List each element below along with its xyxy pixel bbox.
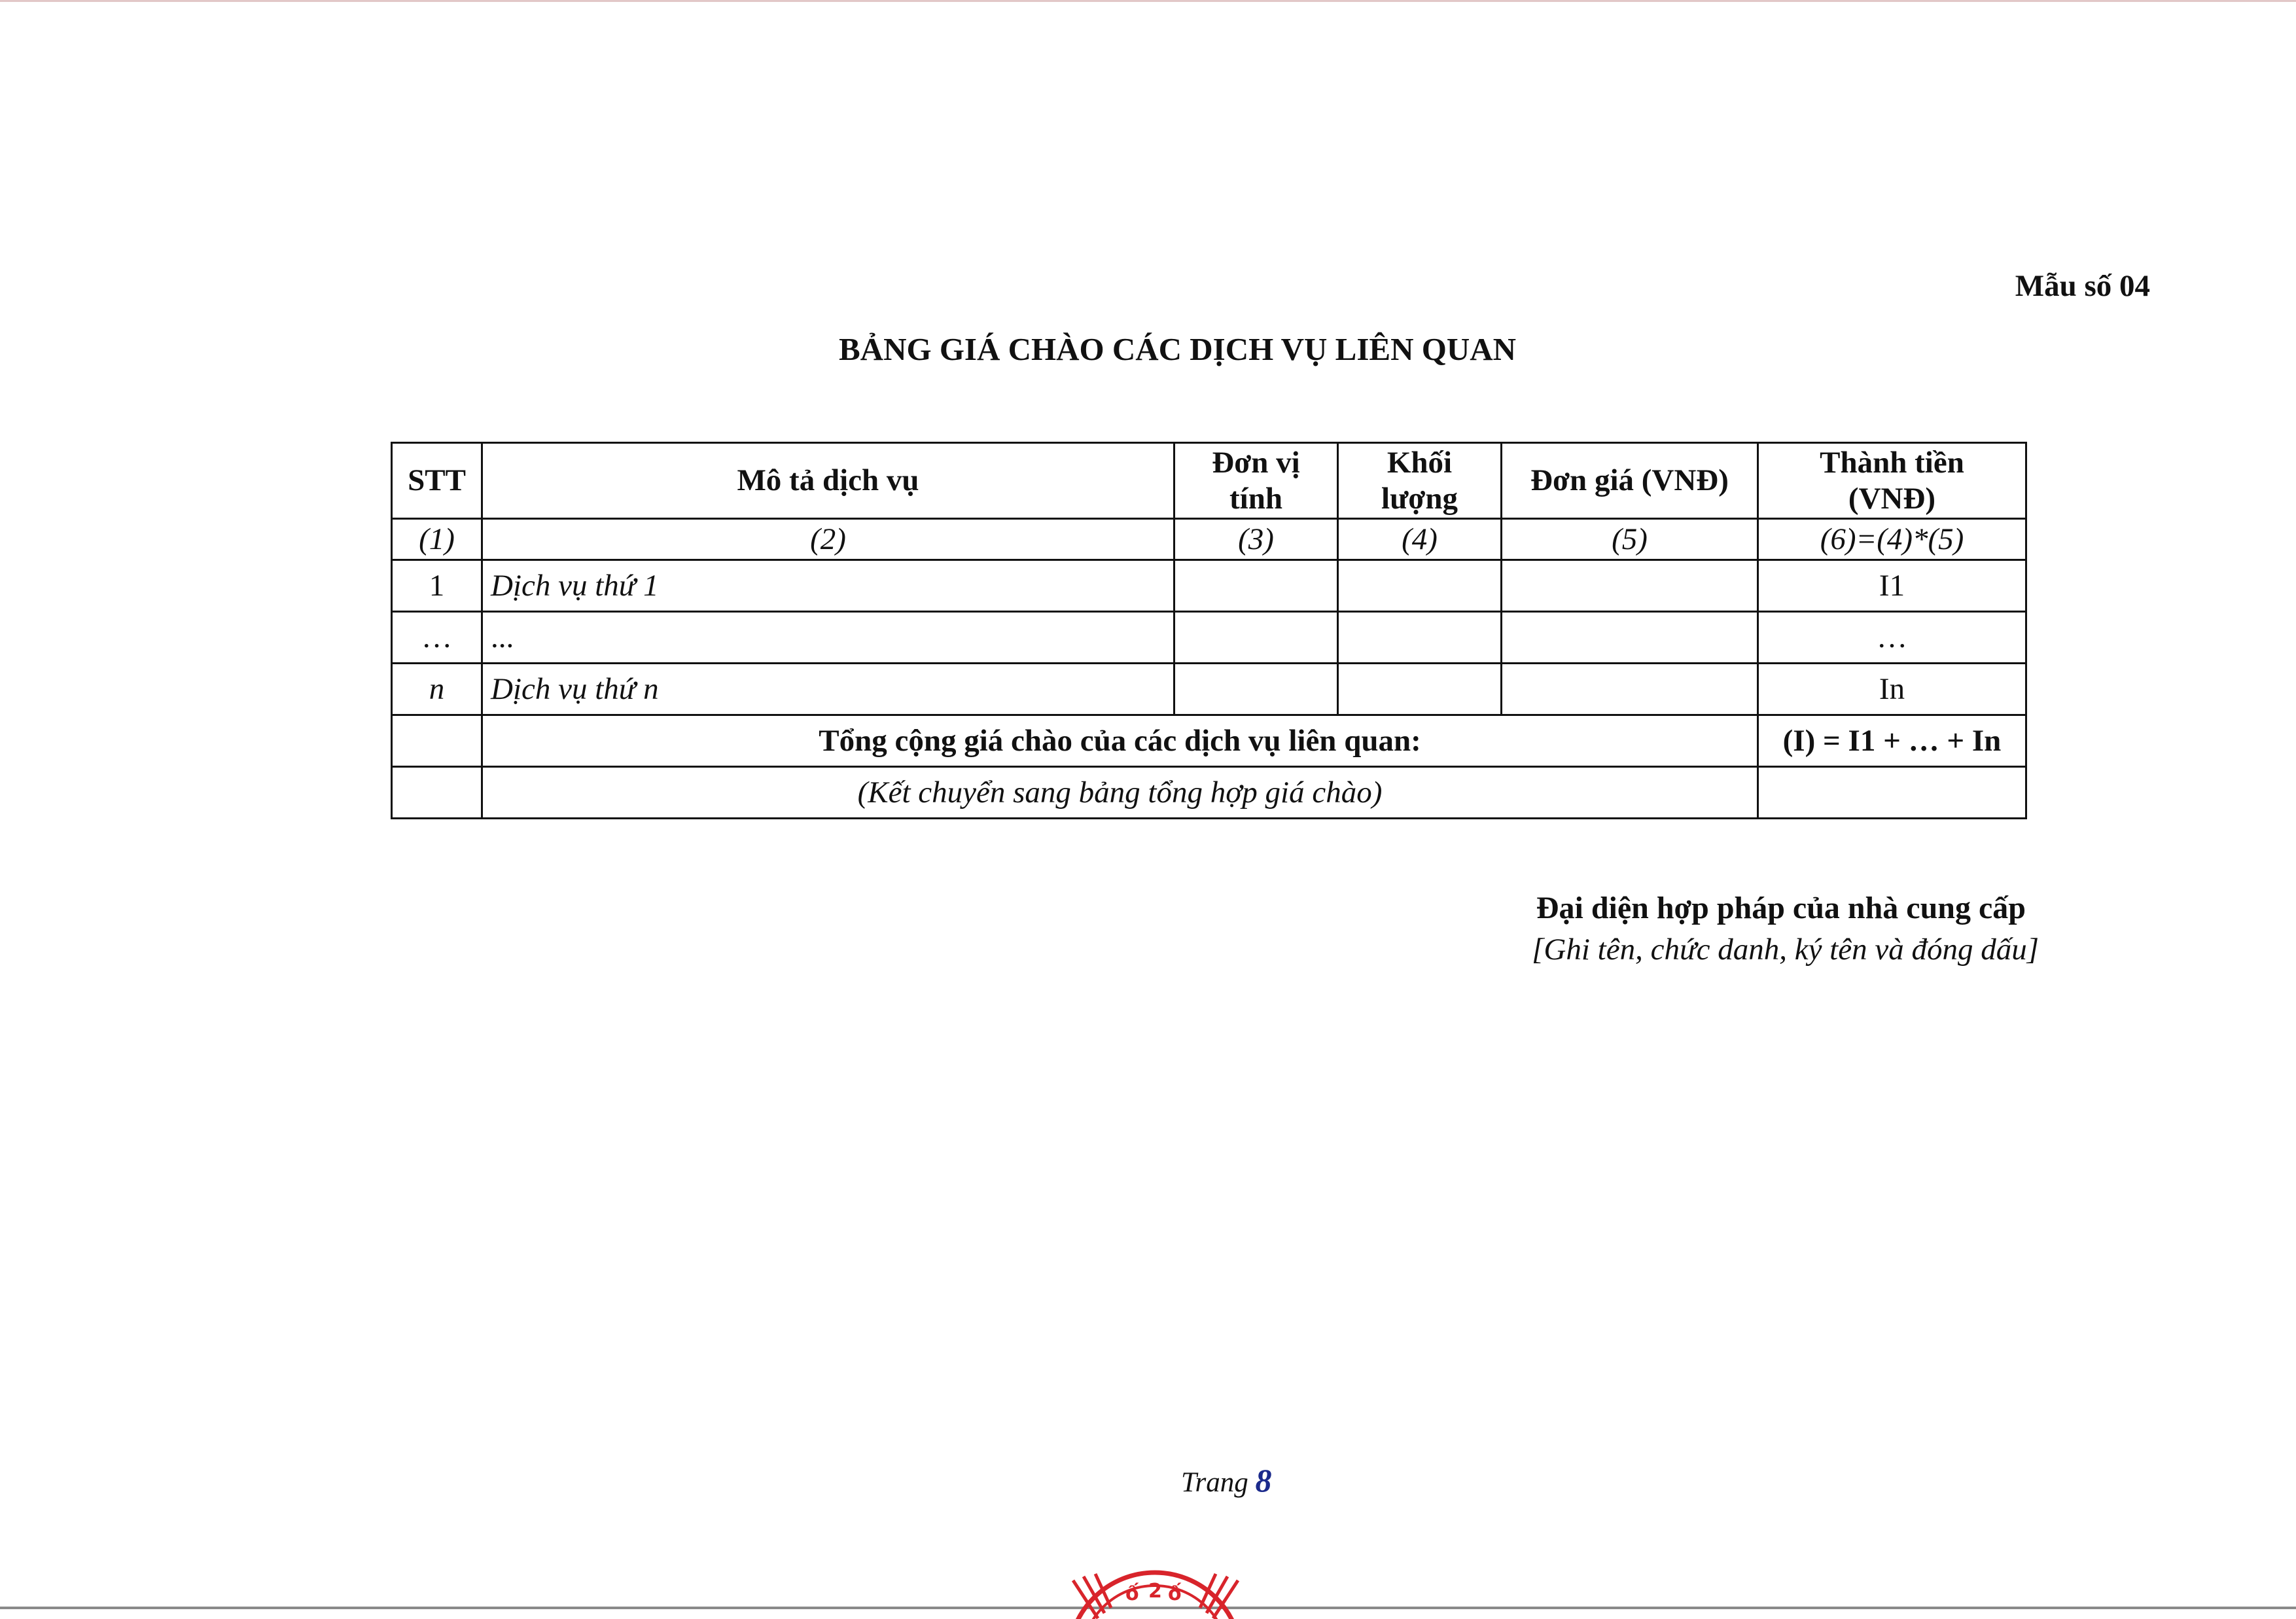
index-cell: (2) (482, 519, 1174, 560)
row-unit (1174, 612, 1338, 664)
total-stt (392, 715, 482, 767)
page-label: Trang (1181, 1467, 1248, 1498)
header-stt: STT (392, 443, 482, 519)
table-header-row (392, 443, 2026, 519)
carry-over-row (392, 767, 2026, 819)
row-description: Dịch vụ thứ 1 (482, 560, 1174, 612)
svg-text:ố: ố (1125, 1582, 1139, 1605)
top-edge-line (0, 0, 2296, 2)
header-amount-line2: (VNĐ) (1848, 481, 1936, 516)
signature-title: Đại diện hợp pháp của nhà cung cấp (1536, 891, 2026, 925)
row-unit-price (1502, 612, 1758, 664)
row-quantity (1338, 560, 1502, 612)
index-cell: (3) (1174, 519, 1338, 560)
page-number: 8 (1255, 1462, 1272, 1499)
header-quantity (1338, 443, 1502, 519)
signature-note: [Ghi tên, chức danh, ký tên và đóng dấu] (1532, 933, 2039, 967)
index-cell: (5) (1502, 519, 1758, 560)
header-quantity-line2: lượng (1381, 481, 1458, 516)
column-index-row (392, 519, 2026, 560)
row-amount: … (1758, 612, 2026, 664)
row-unit-price (1502, 664, 1758, 715)
index-cell: (1) (392, 519, 482, 560)
price-table (391, 442, 2027, 819)
header-description: Mô tả dịch vụ (482, 443, 1174, 519)
row-unit (1174, 664, 1338, 715)
svg-text:ố: ố (1168, 1582, 1182, 1605)
header-unit-price: Đơn giá (VNĐ) (1502, 443, 1758, 519)
header-amount-line1: Thành tiền (1820, 446, 1964, 480)
table-row (392, 612, 2026, 664)
seal-graphic (1027, 1567, 1282, 1619)
row-description: Dịch vụ thứ n (482, 664, 1174, 715)
row-unit-price (1502, 560, 1758, 612)
index-cell: (6)=(4)*(5) (1758, 519, 2026, 560)
total-formula: (I) = I1 + … + In (1758, 715, 2026, 767)
page-footer (1181, 1461, 1272, 1499)
row-amount: I1 (1758, 560, 2026, 612)
form-number: Mẫu số 04 (2015, 269, 2150, 303)
header-unit (1174, 443, 1338, 519)
row-unit (1174, 560, 1338, 612)
header-unit-line1: Đơn vị (1212, 446, 1300, 480)
total-label: Tổng cộng giá chào của các dịch vụ liên quan: (482, 715, 1758, 767)
header-amount (1758, 443, 2026, 519)
header-quantity-line1: Khối (1386, 446, 1453, 480)
row-description: ... (482, 612, 1174, 664)
svg-text:2: 2 (1148, 1580, 1162, 1603)
row-stt: … (392, 612, 482, 664)
header-unit-line2: tính (1229, 481, 1282, 516)
red-seal-stamp (1027, 1567, 1282, 1619)
row-stt: 1 (392, 560, 482, 612)
table-row (392, 664, 2026, 715)
row-stt: n (392, 664, 482, 715)
carry-note: (Kết chuyển sang bảng tổng hợp giá chào) (482, 767, 1758, 819)
document-title: BẢNG GIÁ CHÀO CÁC DỊCH VỤ LIÊN QUAN (839, 331, 1516, 367)
row-amount: In (1758, 664, 2026, 715)
table-row (392, 560, 2026, 612)
carry-amount (1758, 767, 2026, 819)
total-row (392, 715, 2026, 767)
carry-stt (392, 767, 482, 819)
index-cell: (4) (1338, 519, 1502, 560)
row-quantity (1338, 664, 1502, 715)
row-quantity (1338, 612, 1502, 664)
